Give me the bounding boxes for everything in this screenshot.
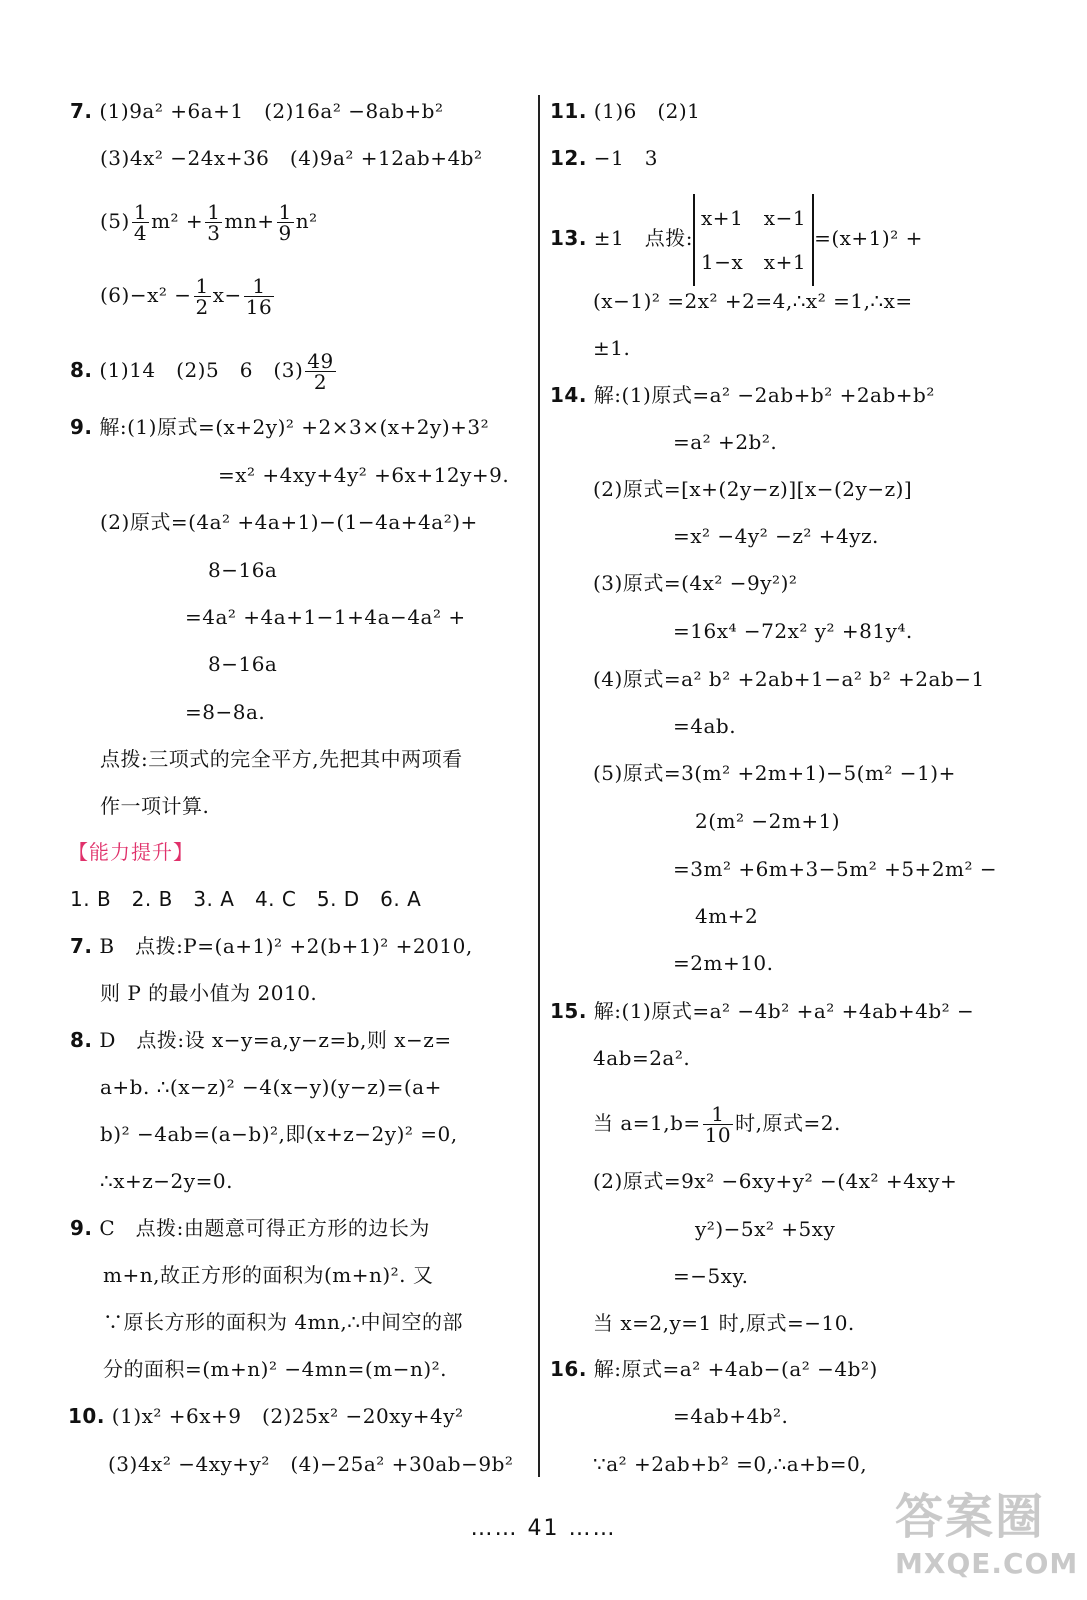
q15-line-2: 4ab=2a². [593,1046,691,1070]
q14-line-11: =3m² +6m+3−5m² +5+2m² − [673,857,998,881]
q14-line-12: 4m+2 [695,904,759,928]
q14-line-13: =2m+10. [673,951,774,975]
q9-line-2: =x² +4xy+4y² +6x+12y+9. [218,463,510,487]
q7b-line-1: 7. B 点拨:P=(a+1)² +2(b+1)² +2010, [70,934,473,958]
q13-line-3: ±1. [593,336,631,360]
q16-line-3: ∵a² +2ab+b² =0,∴a+b=0, [593,1452,868,1476]
q15-line-3: 当 a=1,b= $\frac{1}{10}$ 时,原式=2. [593,1102,841,1147]
q14-line-3: (2)原式=[x+(2y−z)][x−(2y−z)] [593,477,913,501]
q14-line-2: =a² +2b². [673,430,778,454]
q9b-line-1: 9. C 点拨:由题意可得正方形的边长为 [70,1216,430,1240]
q14-line-9: (5)原式=3(m² +2m+1)−5(m² −1)+ [593,761,956,785]
q8b-line-1: 8. D 点拨:设 x−y=a,y−z=b,则 x−z= [70,1028,452,1052]
q10-line-2: (3)4x² −4xy+y² (4)−25a² +30ab−9b² [108,1452,514,1476]
watermark-logo: 答案圈 MXQE.COM [895,1489,1079,1580]
q7-line-6: (6)−x² − $\frac{1}{2}$ x− $\frac{1}{16}$ [100,274,273,319]
q8b-line-2: a+b. ∴(x−z)² −4(x−y)(y−z)=(a+ [100,1075,442,1099]
q15-line-6: =−5xy. [673,1264,749,1288]
multiple-choice-answers: 1. B 2. B 3. A 4. C 5. D 6. A [70,887,422,911]
q9b-line-3: ∵原长方形的面积为 4mn,∴中间空的部 [103,1310,464,1334]
q10-line-1: 10. (1)x² +6x+9 (2)25x² −20xy+4y² [68,1404,464,1428]
q9b-line-2: m+n,故正方形的面积为(m+n)². 又 [103,1263,434,1287]
q7-line-5: (5) $\frac{1}{4}$ m² + $\frac{1}{3}$ mn+ $\frac{1}{9}$ n² [100,200,318,245]
q9-line-4: 8−16a [208,558,278,582]
q11-line: 11. (1)6 (2)1 [550,99,701,123]
q13-line-2: (x−1)² =2x² +2=4,∴x² =1,∴x= [593,289,913,313]
q12-line: 12. −1 3 [550,146,659,170]
q7-line-2: (3)4x² −24x+36 (4)9a² +12ab+4b² [100,146,483,170]
q14-line-8: =4ab. [673,714,737,738]
q8b-line-4: ∴x+z−2y=0. [100,1169,233,1193]
q9-line-1: 9. 解:(1)原式=(x+2y)² +2×3×(x+2y)+3² [70,415,490,439]
q9-line-6: 8−16a [208,652,278,676]
q15-line-4: (2)原式=9x² −6xy+y² −(4x² +4xy+ [593,1169,958,1193]
section-heading: 【能力提升】 [68,840,194,864]
q8b-line-3: b)² −4ab=(a−b)²,即(x+z−2y)² =0, [100,1122,458,1146]
tip-line-1: 点拨:三项式的完全平方,先把其中两项看 [100,747,463,771]
q16-line-2: =4ab+4b². [673,1404,789,1428]
q14-line-6: =16x⁴ −72x² y² +81y⁴. [673,619,913,643]
q9b-line-4: 分的面积=(m+n)² −4mn=(m−n)². [103,1357,448,1381]
q9-line-5: =4a² +4a+1−1+4a−4a² + [185,605,466,629]
q15-line-1: 15. 解:(1)原式=a² −4b² +a² +4ab+4b² − [550,999,975,1023]
q14-line-10: 2(m² −2m+1) [695,809,841,833]
q7b-line-2: 则 P 的最小值为 2010. [100,981,318,1005]
q14-line-4: =x² −4y² −z² +4yz. [673,524,879,548]
tip-line-2: 作一项计算. [100,794,210,818]
q7-line-1: 7. (1)9a² +6a+1 (2)16a² −8ab+b² [70,99,444,123]
q14-line-1: 14. 解:(1)原式=a² −2ab+b² +2ab+b² [550,383,935,407]
q9-line-3: (2)原式=(4a² +4a+1)−(1−4a+4a²)+ [100,510,478,534]
q8-line: 8. (1)14 (2)5 6 (3) $\frac{49}{2}$ [70,349,334,394]
q13-line-1: 13. ±1 点拨: x+1 x−1 1−x x+1 =(x+1)² + [550,190,923,286]
q9-line-7: =8−8a. [185,700,266,724]
page-number: …… 41 …… [470,1516,617,1541]
q16-line-1: 16. 解:原式=a² +4ab−(a² −4b²) [550,1357,878,1381]
q14-line-5: (3)原式=(4x² −9y²)² [593,571,798,595]
q15-line-5: y²)−5x² +5xy [695,1217,836,1241]
determinant: x+1 x−1 1−x x+1 [693,194,814,286]
q14-line-7: (4)原式=a² b² +2ab+1−a² b² +2ab−1 [593,667,985,691]
q15-line-7: 当 x=2,y=1 时,原式=−10. [593,1311,855,1335]
column-divider [538,95,540,1477]
